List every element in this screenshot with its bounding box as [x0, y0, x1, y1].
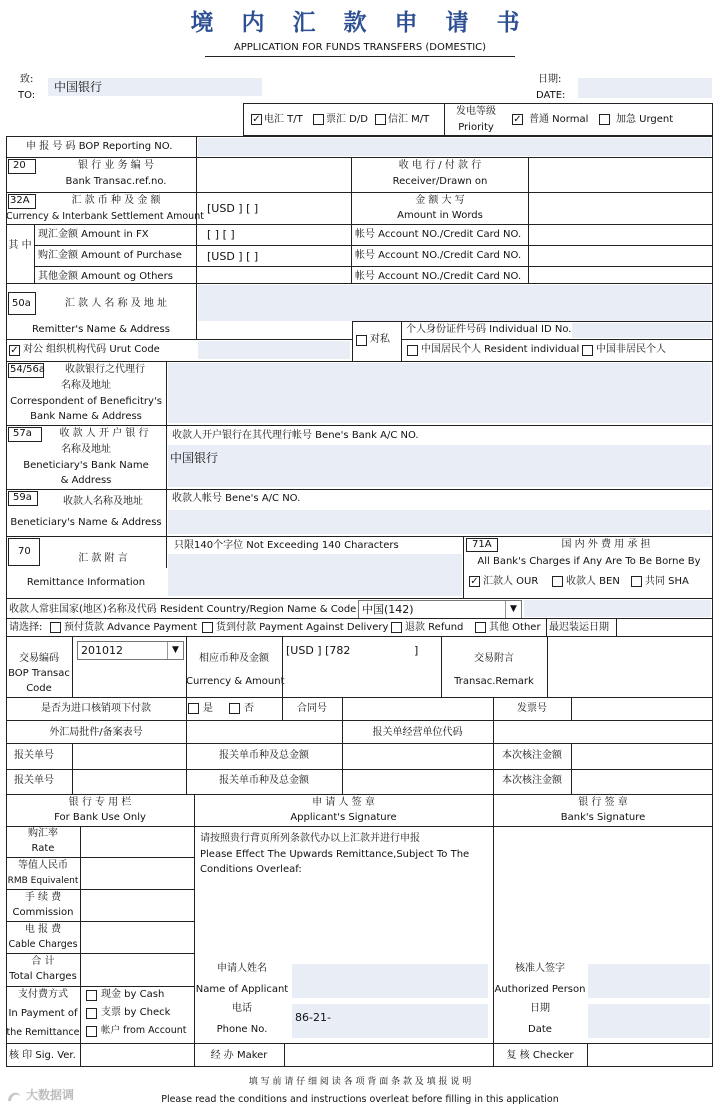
title-underline [205, 56, 515, 57]
customs-no-2: 报关单号 [14, 775, 54, 786]
f70-label-en: Remittance Information [26, 577, 146, 588]
corp-code-field[interactable] [198, 341, 350, 359]
receiver-label-en: Receiver/Drawn on [392, 176, 488, 187]
bank-sig-cn: 银 行 签 章 [578, 797, 628, 808]
f59a-label-en: Beneticiary's Name & Address [10, 517, 162, 528]
sub-value-purchase[interactable]: [USD ] [ ] [207, 250, 259, 263]
f5456-l1: 收款银行之代理行 [65, 364, 145, 375]
tag-71a: 71A [472, 539, 492, 550]
import-no-label: 否 [244, 703, 254, 714]
bankuse-en: For Bank Use Only [54, 812, 146, 823]
f71a-label-cn: 国 内 外 费 用 承 担 [561, 539, 651, 550]
dd-label: 票汇 D/D [326, 114, 368, 125]
urgent-label: 加急 Urgent [616, 114, 674, 125]
watermark-logo-icon [6, 1088, 22, 1103]
bankrow-commission-en: Commission [12, 907, 74, 918]
transac-cur-cn: 相应币种及金额 [199, 653, 269, 664]
bank-date-cn: 日期 [530, 1003, 550, 1014]
bankrow-rate-en: Rate [31, 843, 55, 854]
check-label: 支票 by Check [101, 1007, 171, 1018]
f50a-label-en: Remitter's Name & Address [32, 324, 170, 335]
applicant-tel-value: 86-21- [295, 1011, 331, 1024]
tag-32a: 32A [10, 195, 30, 206]
corp-label: 对公 组织机构代码 Urut Code [23, 344, 160, 355]
footer-note-cn: 填 写 前 请 仔 细 阅 读 各 项 背 面 条 款 及 填 报 说 明 [248, 1077, 472, 1087]
applicant-sig-cn: 申 请 人 签 章 [312, 797, 375, 808]
private-checkbox[interactable] [356, 335, 367, 346]
payment-l3: the Remittance [6, 1027, 80, 1038]
f20-label-en: Bank Transac.ref.no. [65, 176, 167, 187]
individual-id-label: 个人身份证件号码 Individual ID No. [406, 324, 572, 335]
remittance-info-field[interactable] [168, 554, 462, 596]
mt-checkbox[interactable] [375, 114, 386, 125]
form-subtitle: APPLICATION FOR FUNDS TRANSFERS (DOMESTIC) [233, 42, 487, 53]
f57a-l4: & Address [60, 475, 112, 486]
f5456-l4: Bank Name & Address [30, 411, 142, 422]
sub-label-others: 其他金额 Amount og Others [38, 271, 173, 282]
contract-label: 合同号 [297, 703, 327, 714]
individual-id-field[interactable] [572, 323, 711, 338]
bop-label: 申 报 号 码 BOP Reporting NO. [26, 141, 173, 152]
date-label-cn: 日期: [538, 74, 562, 85]
tag-5456a: 54/56a [10, 364, 45, 375]
payment-l1: 支付费方式 [18, 989, 68, 1000]
to-value: 中国银行 [54, 80, 103, 94]
refund-checkbox[interactable] [391, 622, 402, 633]
bankrow-rmb-en: RMB Equivalent [7, 876, 79, 886]
footer-note-en: Please read the conditions and instructions overleat before filling in this application [161, 1094, 559, 1105]
bankrow-cable-en: Cable Charges [8, 939, 78, 950]
f5456-l2: 名称及地址 [61, 380, 111, 391]
import-question: 是否为进口核销项下付款 [41, 703, 151, 714]
sub-acct-purchase: 帐号 Account NO./Credit Card NO. [355, 250, 522, 261]
auth-person-cn: 核准人签字 [515, 963, 565, 974]
our-checkbox[interactable]: ✓ [470, 576, 479, 587]
auth-person-field[interactable] [588, 964, 710, 998]
ben-checkbox[interactable] [552, 576, 563, 587]
invoice-label: 发票号 [517, 703, 547, 714]
payment-l2: In Payment of [8, 1008, 78, 1019]
maker-label: 经 办 Maker [210, 1050, 268, 1061]
tt-label: 电汇 T/T [264, 114, 303, 125]
f5456-l3: Correspondent of Beneficitry's [10, 396, 162, 407]
bank-sig-en: Bank's Signature [560, 812, 646, 823]
transac-code-select[interactable] [77, 641, 184, 660]
bankuse-cn: 银 行 专 用 栏 [68, 797, 132, 808]
f57a-value: 中国银行 [170, 451, 219, 465]
bankrow-total-cn: 合 计 [31, 956, 55, 967]
advance-checkbox[interactable] [50, 622, 61, 633]
approval-label: 外汇局批件/备案表号 [49, 727, 143, 738]
priority-label-cn: 发电等级 [456, 106, 496, 117]
cash-label: 现金 by Cash [101, 989, 165, 1000]
date-field[interactable] [578, 78, 712, 98]
f59a-acct-label: 收款人帐号 Bene's A/C NO. [172, 493, 301, 504]
f32a-label-en: Currency & Interbank Settlement Amount [6, 211, 204, 222]
form-title: 境 内 汇 款 申 请 书 [190, 9, 530, 36]
country-label: 收款人常驻国家(地区)名称及代码 Resident Country/Region Name & Code [9, 604, 357, 615]
delivery-label: 货到付款 Payment Against Delivery [216, 622, 389, 633]
cash-checkbox[interactable] [86, 990, 97, 1001]
nonresident-label: 中国非居民个人 [596, 344, 666, 355]
sub-label-purchase: 购汇金额 Amount of Purchase [38, 250, 182, 261]
refund-label: 退款 Refund [405, 622, 464, 633]
customs-cur-1: 报关单币种及总金额 [219, 750, 309, 761]
tag-70: 70 [18, 546, 31, 557]
bankrow-rate-cn: 购汇率 [28, 828, 58, 839]
bankrow-total-en: Total Charges [9, 971, 77, 982]
sig-ver-label: 核 印 Sig. Ver. [9, 1050, 76, 1061]
applicant-text-1: 请按照贵行背页所列条款代办以上汇款并进行申报 [200, 833, 420, 844]
transac-c2: BOP Transac [8, 668, 70, 679]
receiver-label-cn: 收 电 行 / 付 款 行 [398, 160, 482, 171]
applicant-name-field[interactable] [292, 964, 488, 998]
tag-20: 20 [13, 160, 26, 171]
transac-cur-value[interactable]: [USD ] [782 [286, 644, 351, 657]
tag-50a: 50a [12, 298, 31, 309]
f59a-label-cn: 收款人名称及地址 [63, 496, 143, 507]
transac-remark-en: Transac.Remark [454, 676, 534, 687]
to-label-en: TO: [18, 90, 36, 101]
nonresident-checkbox[interactable] [582, 345, 593, 356]
applicant-tel-en: Phone No. [216, 1024, 268, 1035]
checker-label: 复 核 Checker [506, 1050, 574, 1061]
correspondent-field[interactable] [168, 363, 711, 423]
tag-59a: 59a [13, 492, 32, 503]
unit-code-label: 报关单经营单位代码 [372, 727, 463, 738]
urgent-checkbox[interactable] [599, 114, 610, 125]
import-yes-checkbox[interactable] [188, 703, 199, 714]
f32a-label-cn: 汇 款 币 种 及 金 额 [71, 195, 161, 206]
watermark-text: 大数据调 [26, 1088, 75, 1102]
bene-name-field[interactable] [168, 510, 711, 534]
applicant-sig-en: Applicant's Signature [290, 812, 397, 823]
amount-words-en: Amount in Words [397, 210, 483, 221]
bop-field[interactable] [198, 138, 711, 156]
to-label-cn: 致: [20, 74, 34, 85]
dd-checkbox[interactable] [313, 114, 324, 125]
customs-cur-2: 报关单币种及总金额 [219, 775, 309, 786]
f32a-amount[interactable]: [USD ] [ ] [207, 202, 259, 215]
choice-label: 请选择: [9, 622, 43, 633]
resident-label: 中国居民个人 Resident individual [421, 344, 580, 355]
f57a-acct-label: 收款人开户银行在其代理行帐号 Bene's Bank A/C NO. [172, 430, 419, 441]
our-label: 汇款人 OUR [483, 576, 539, 587]
country-extra [524, 600, 711, 617]
delivery-checkbox[interactable] [202, 622, 213, 633]
f57a-l3: Beneticiary's Bank Name [23, 460, 149, 471]
priority-label-en: Priority [458, 122, 494, 133]
sub-acct-others: 帐号 Account NO./Credit Card NO. [355, 271, 522, 282]
f20-label-cn: 银 行 业 务 编 号 [78, 160, 154, 171]
other-label: 其他 Other [489, 622, 541, 633]
sha-checkbox[interactable] [631, 576, 642, 587]
bank-date-field[interactable] [588, 1004, 710, 1038]
f50a-label-cn: 汇 款 人 名 称 及 地 址 [64, 298, 168, 309]
account-label: 帐户 from Account [101, 1025, 187, 1036]
tt-checkbox[interactable]: ✓ [252, 114, 261, 125]
sub-value-fx[interactable]: [ ] [ ] [207, 228, 235, 241]
country-value: 中国(142) [362, 603, 414, 616]
applicant-text-2: Please Effect The Upwards Remittance,Subject To The [200, 849, 470, 860]
bankrow-rmb-cn: 等值人民币 [18, 860, 68, 871]
normal-label: 普通 Normal [529, 114, 589, 125]
other-checkbox[interactable] [475, 622, 486, 633]
import-yes-label: 是 [203, 703, 213, 714]
applicant-name-cn: 申请人姓名 [217, 963, 267, 974]
f57a-l2: 名称及地址 [61, 444, 111, 455]
tag-57a: 57a [13, 428, 32, 439]
corp-checkbox[interactable]: ✓ [10, 345, 19, 356]
f70-label-cn: 汇 款 附 言 [78, 553, 128, 564]
account-checkbox[interactable] [86, 1026, 97, 1037]
applicant-tel-cn: 电话 [232, 1003, 252, 1014]
remitter-field[interactable] [198, 285, 711, 321]
country-select[interactable] [358, 600, 522, 619]
mt-label: 信汇 M/T [388, 114, 430, 125]
sha-label: 共同 SHA [645, 576, 689, 587]
customs-amt-1: 本次核注金额 [502, 750, 562, 761]
bank-date-en: Date [528, 1024, 552, 1035]
resident-checkbox[interactable] [407, 345, 418, 356]
chevron-down-icon: ▼ [505, 601, 521, 618]
private-label: 对私 [370, 334, 390, 345]
sub-acct-fx: 帐号 Account NO./Credit Card NO. [355, 229, 522, 240]
normal-checkbox[interactable]: ✓ [513, 114, 522, 125]
applicant-name-en: Name of Applicant [195, 984, 289, 995]
sub-label-fx: 现汇金额 Amount in FX [38, 229, 149, 240]
customs-no-1: 报关单号 [14, 750, 54, 761]
transac-code-value: 201012 [81, 644, 123, 657]
applicant-text-3: Conditions Overleaf: [200, 864, 302, 875]
customs-amt-2: 本次核注金额 [502, 775, 562, 786]
f57a-l1: 收 款 人 开 户 银 行 [59, 428, 149, 439]
import-no-checkbox[interactable] [229, 703, 240, 714]
check-checkbox[interactable] [86, 1008, 97, 1019]
latest-ship-label: 最迟装运日期 [549, 622, 609, 633]
advance-label: 预付货款 Advance Payment [64, 622, 198, 633]
bankrow-commission-cn: 手 续 费 [24, 892, 62, 903]
date-label-en: DATE: [536, 90, 566, 101]
f71a-label-en: All Bank's Charges if Any Are To Be Borne By [477, 556, 701, 567]
transac-cur-en: Currency & Amount [186, 676, 285, 687]
amount-words-cn: 金 额 大 写 [415, 195, 465, 206]
bene-bank-field[interactable] [168, 445, 711, 487]
bankrow-cable-cn: 电 报 费 [24, 924, 62, 935]
among-label: 其 中 [8, 240, 32, 251]
ben-label: 收款人 BEN [566, 576, 620, 587]
transac-c3: Code [26, 683, 52, 694]
auth-person-en: Authorized Person [494, 984, 586, 995]
transac-cur-bracket: ] [414, 644, 419, 657]
f70-limit: 只限140个字位 Not Exceeding 140 Characters [174, 540, 399, 551]
chevron-down-icon: ▼ [167, 642, 183, 659]
transac-remark-cn: 交易附言 [474, 653, 514, 664]
transac-c1: 交易编码 [19, 653, 59, 664]
